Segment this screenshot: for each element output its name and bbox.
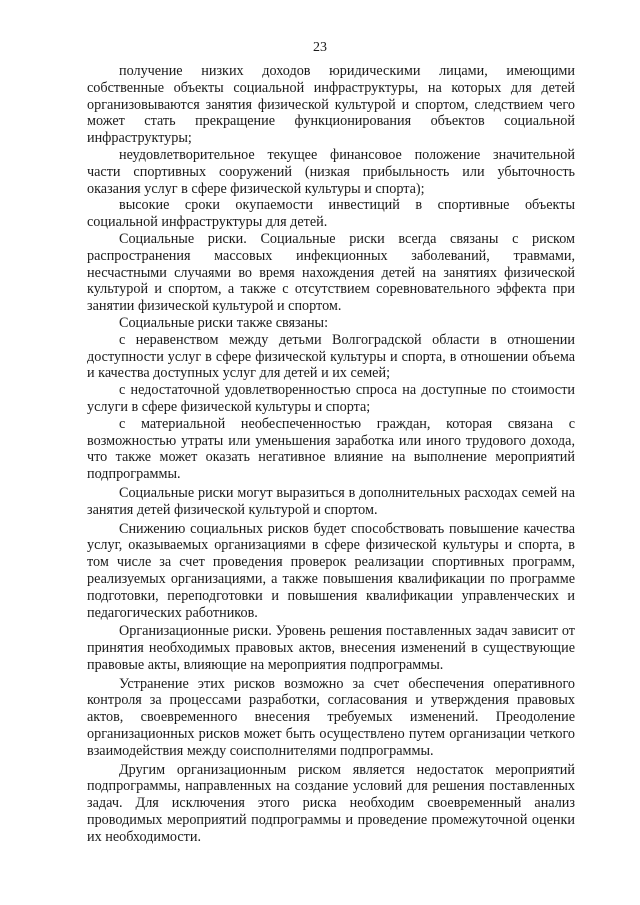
paragraph-financial-position: неудовлетворительное текущее финансовое положение значительной части спортивных сооружений (низкая прибыльность или убыточность оказания услуг в сфере физической культуры и спорта); bbox=[87, 146, 575, 197]
paragraph-risk-reduction: Снижению социальных рисков будет способствовать повышение качества услуг, оказываемых организациями в сфере физической культуры и спорта, в том числе за счет проведения проверок реализации спортивных программ, реализуемых организациями, а также повышения квалификации по программе подготовки, переподготовки и повышения квалификации управленческих и педагогических работников. bbox=[87, 520, 575, 621]
paragraph-organizational-risks: Организационные риски. Уровень решения поставленных задач зависит от принятия необходимых правовых актов, внесения изменений в существующие правовые акты, влияющие на мероприятия подпрограммы. bbox=[87, 623, 575, 673]
paragraph-social-risks: Социальные риски. Социальные риски всегда связаны с риском распространения массовых инфекционных заболеваний, травмами, несчастными случаями во время нахождения детей на занятиях физической культурой и спортом, а также с отсутствием соревновательного эффекта при занятии физической культурой и спортом. bbox=[87, 230, 575, 315]
paragraph-additional-expenses: Социальные риски могут выразиться в дополнительных расходах семей на занятия детей физической культурой и спортом. bbox=[87, 484, 575, 518]
paragraph-low-income: получение низких доходов юридическими лицами, имеющими собственные объекты социальной инфраструктуры, на которых для детей организовываются занятия физической культурой и спортом, следствием чего может стать прекращение функционирования объектов социальной инфраструктуры; bbox=[87, 63, 575, 147]
page-number: 23 bbox=[313, 40, 327, 55]
paragraph-material-insecurity: с материальной необеспеченностью граждан, которая связана с возможностью утраты или уменьшения заработка или иного трудового дохода, что также может оказать негативное влияние на выполнение мероприятий подпрограммы. bbox=[87, 415, 575, 483]
paragraph-payback-period: высокие сроки окупаемости инвестиций в спортивные объекты социальной инфраструктуры для детей. bbox=[87, 197, 575, 231]
paragraph-other-organizational-risk: Другим организационным риском является недостаток мероприятий подпрограммы, направленных на создание условий для решения поставленных задач. Для исключения этого риска необходим своевременный анализ проводимых мероприятий подпрограммы и проведение промежуточной оценки их необходимости. bbox=[87, 761, 575, 845]
document-body bbox=[87, 63, 575, 846]
paragraph-risk-elimination: Устранение этих рисков возможно за счет обеспечения оперативного контроля за процессами разработки, согласования и утверждения правовых актов, своевременного внесения требуемых изменений. Преодоление организационных рисков может быть осуществлено путем организации четкого взаимодействия между соисполнителями подпрограммы. bbox=[87, 675, 575, 759]
paragraph-inequality: с неравенством между детьми Волгоградской области в отношении доступности услуг в сфере физической культуры и спорта, в отношении объема и качества доступных услуг для детей и их семей; bbox=[87, 331, 575, 382]
paragraph-social-risks-related: Социальные риски также связаны: bbox=[119, 314, 329, 331]
paragraph-demand: с недостаточной удовлетворенностью спроса на доступные по стоимости услуги в сфере физической культуры и спорта; bbox=[87, 382, 575, 415]
